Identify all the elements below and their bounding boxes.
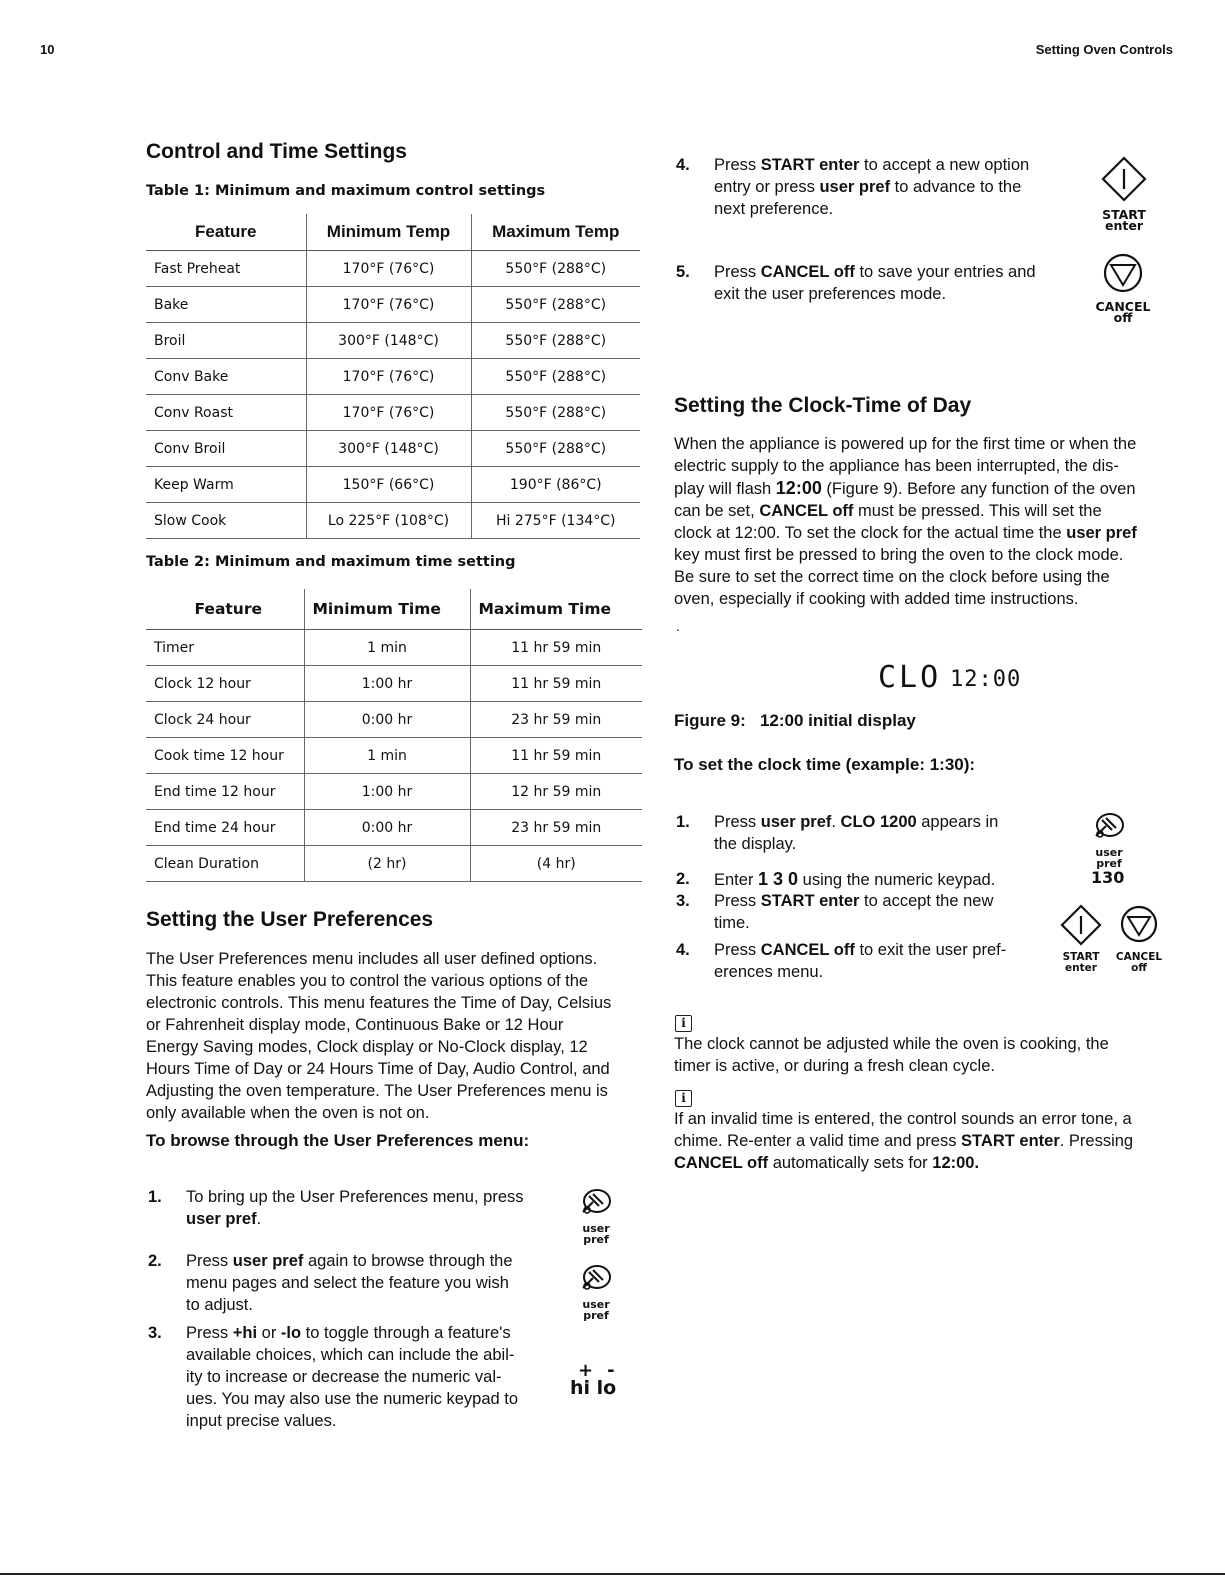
hi-lo-keys-icon	[570, 1360, 629, 1399]
cancel-off-key-icon	[1091, 252, 1155, 323]
table-cell: Keep Warm	[146, 467, 306, 503]
minus-icon: -	[607, 1360, 629, 1381]
heading-control-time-settings: Control and Time Settings	[146, 140, 407, 163]
icon-label: START	[1062, 951, 1100, 963]
start-enter-key-icon	[1055, 903, 1107, 974]
table-cell: Clock 12 hour	[146, 666, 304, 702]
step-text: to advance to the	[890, 178, 1022, 196]
table-cell: (4 hr)	[470, 846, 642, 882]
section-title: Setting Oven Controls	[1035, 42, 1173, 57]
clock-step-4	[676, 939, 1056, 985]
clock-step-3	[676, 890, 1056, 936]
step-number: 1.	[148, 1188, 162, 1206]
bottom-rule	[0, 1573, 1225, 1575]
table-cell: 300°F (148°C)	[306, 431, 471, 467]
clock-step-2	[676, 868, 1056, 890]
table-cell: Cook time 12 hour	[146, 738, 304, 774]
note-line: automatically sets for	[768, 1154, 933, 1172]
table-cell: Slow Cook	[146, 503, 306, 539]
step-text: Enter	[714, 871, 759, 889]
table-cell: 550°F (288°C)	[471, 395, 640, 431]
table-row	[146, 630, 642, 666]
paragraph-line: only available when the oven is not on.	[146, 1104, 430, 1122]
icon-label: pref	[583, 1309, 609, 1322]
info-icon: i	[675, 1090, 692, 1107]
table-cell: Conv Roast	[146, 395, 306, 431]
step-text: Press	[186, 1252, 233, 1270]
table-cell: 1:00 hr	[304, 774, 470, 810]
paragraph-line: clock at 12:00. To set the clock for the actual time the	[674, 524, 1067, 542]
table-cell: 550°F (288°C)	[471, 251, 640, 287]
start-enter-key-icon	[1097, 154, 1151, 231]
paragraph-line: (Figure 9). Before any function of the oven	[821, 480, 1136, 498]
paragraph-line: Be sure to set the correct time on the clock before using the	[674, 568, 1110, 586]
table-cell: 1:00 hr	[304, 666, 470, 702]
step-text: to save your entries and	[854, 263, 1036, 281]
table-cell: 300°F (148°C)	[306, 323, 471, 359]
display-time: 12:00	[950, 667, 1022, 692]
paragraph-line: Energy Saving modes, Clock display or No-Clock display, 12	[146, 1038, 588, 1056]
step-text: erences menu.	[714, 963, 824, 981]
table-cell: 1 min	[304, 630, 470, 666]
table-cell: Hi 275°F (134°C)	[471, 503, 640, 539]
page-number: 10	[40, 42, 55, 57]
paragraph-line: key must first be pressed to bring the oven to the clock mode.	[674, 546, 1124, 564]
oven-display	[862, 660, 1022, 700]
icon-label: START	[1102, 207, 1146, 222]
table-cell: 170°F (76°C)	[306, 395, 471, 431]
step-text: menu pages and select the feature you wish	[186, 1274, 509, 1292]
key-name: CANCEL off	[760, 263, 855, 281]
table-cell: 12 hr 59 min	[470, 774, 642, 810]
note-line: chime. Re-enter a valid time and press	[674, 1132, 962, 1150]
step-text: the display.	[714, 835, 797, 853]
time-settings-table	[146, 589, 642, 882]
icon-label: user	[582, 1222, 610, 1235]
table-row	[146, 251, 640, 287]
key-name: CANCEL off	[760, 941, 855, 959]
step-number: 5.	[676, 263, 690, 281]
bold-text: 12:00	[775, 478, 822, 498]
table-cell: 190°F (86°C)	[471, 467, 640, 503]
table-cell: End time 12 hour	[146, 774, 304, 810]
table-row	[146, 395, 640, 431]
paragraph-line: oven, especially if cooking with added time instructions.	[674, 590, 1079, 608]
wrench-icon	[575, 1186, 617, 1218]
table-row	[146, 503, 640, 539]
table-row	[146, 846, 642, 882]
table-row	[146, 323, 640, 359]
step-text: entry or press	[714, 178, 820, 196]
info-icon: i	[675, 1015, 692, 1032]
table-row	[146, 810, 642, 846]
heading-user-preferences: Setting the User Preferences	[146, 908, 434, 931]
table1-header-feature: Feature	[146, 214, 306, 251]
cancel-circle-icon	[1091, 252, 1155, 296]
start-diamond-icon	[1055, 903, 1107, 947]
pref-step-3	[148, 1322, 568, 1437]
table-cell: Clock 24 hour	[146, 702, 304, 738]
table-cell: 0:00 hr	[304, 810, 470, 846]
step-number: 4.	[676, 941, 690, 959]
table-cell: 150°F (66°C)	[306, 467, 471, 503]
table-cell: Timer	[146, 630, 304, 666]
table-cell: 11 hr 59 min	[470, 630, 642, 666]
key-name: CANCEL off	[674, 1154, 769, 1172]
icon-label: enter	[1105, 218, 1143, 233]
icon-label: user	[1095, 846, 1123, 859]
start-diamond-icon	[1097, 154, 1151, 204]
step-number: 3.	[148, 1324, 162, 1342]
step-text: To bring up the User Preferences menu, press	[186, 1188, 524, 1206]
table-cell: Lo 225°F (108°C)	[306, 503, 471, 539]
step-text: to exit the user pref-	[854, 941, 1007, 959]
step-text: to toggle through a feature's	[301, 1324, 511, 1342]
table-row	[146, 774, 642, 810]
paragraph-line: play will flash	[674, 480, 776, 498]
note-line: timer is active, or during a fresh clean cycle.	[674, 1057, 995, 1075]
step-number: 2.	[148, 1252, 162, 1270]
pref-step-1	[148, 1186, 568, 1236]
note-line: If an invalid time is entered, the control sounds an error tone, a	[674, 1110, 1132, 1128]
paragraph-line: Hours Time of Day or 24 Hours Time of Day, Audio Control, and	[146, 1060, 610, 1078]
pref-step-5	[676, 261, 1076, 311]
key-name: START enter	[961, 1132, 1060, 1150]
table-cell: Broil	[146, 323, 306, 359]
paragraph-line: electric supply to the appliance has been interrupted, the dis-	[674, 457, 1119, 475]
table2-header-feature: Feature	[146, 589, 304, 630]
step-text: Press	[714, 941, 761, 959]
note-clock-adjust	[674, 1033, 1184, 1077]
table-row	[146, 738, 642, 774]
table-row	[146, 431, 640, 467]
cancel-off-key-icon	[1111, 903, 1167, 974]
browse-title: To browse through the User Preferences menu:	[146, 1131, 530, 1150]
table-row	[146, 666, 642, 702]
note-invalid-time	[674, 1108, 1189, 1174]
step-text: available choices, which can include the abil-	[186, 1346, 515, 1364]
paragraph-line: electronic controls. This menu features the Time of Day, Celsius	[146, 994, 612, 1012]
table-cell: Fast Preheat	[146, 251, 306, 287]
icon-label: pref	[1096, 857, 1122, 870]
step-number: 3.	[676, 892, 690, 910]
wrench-icon	[1088, 810, 1130, 842]
step-text: Press	[186, 1324, 233, 1342]
heading-clock-time: Setting the Clock-Time of Day	[674, 394, 972, 417]
icon-label: user	[582, 1298, 610, 1311]
table-cell: Conv Broil	[146, 431, 306, 467]
step-text: again to browse through the	[303, 1252, 513, 1270]
clock-paragraph	[674, 433, 1184, 610]
table-cell: 11 hr 59 min	[470, 666, 642, 702]
icon-label: pref	[583, 1233, 609, 1246]
icon-label: CANCEL	[1095, 299, 1151, 314]
table-cell: 0:00 hr	[304, 702, 470, 738]
table1-caption: Table 1: Minimum and maximum control settings	[146, 183, 546, 199]
step-text: time.	[714, 914, 750, 932]
control-settings-table	[146, 214, 640, 539]
table1-header-min: Minimum Temp	[306, 214, 471, 251]
key-name: +hi	[232, 1324, 258, 1342]
step-text: using the numeric keypad.	[798, 871, 996, 889]
step-text: input precise values.	[186, 1412, 337, 1430]
table-row	[146, 359, 640, 395]
table-cell: (2 hr)	[304, 846, 470, 882]
table-cell: 1 min	[304, 738, 470, 774]
table2-caption: Table 2: Minimum and maximum time setting	[146, 554, 516, 570]
plus-icon: +	[578, 1360, 608, 1381]
key-name: user pref	[819, 178, 891, 196]
note-line: . Pressing	[1059, 1132, 1134, 1150]
table2-header-min: Minimum Time	[304, 589, 470, 630]
bold-text: CANCEL off	[759, 502, 854, 520]
user-pref-key-icon	[575, 1186, 617, 1245]
table-cell: 550°F (288°C)	[471, 359, 640, 395]
table-cell: 23 hr 59 min	[470, 810, 642, 846]
paragraph-line: can be set,	[674, 502, 760, 520]
user-pref-key-icon	[575, 1262, 617, 1321]
lo-label: lo	[596, 1377, 617, 1399]
table2-header-max: Maximum Time	[470, 589, 642, 630]
step-number: 1.	[676, 813, 690, 831]
key-name: START enter	[760, 156, 860, 174]
step-text: to adjust.	[186, 1296, 253, 1314]
cancel-circle-icon	[1111, 903, 1167, 947]
paragraph-line: When the appliance is powered up for the first time or when the	[674, 435, 1137, 453]
icon-label: off	[1113, 310, 1133, 325]
step-text: to accept the new	[859, 892, 994, 910]
keypad-value: 130	[1091, 868, 1125, 887]
paragraph-line: This feature enables you to control the various options of the	[146, 972, 589, 990]
step-text: exit the user preferences mode.	[714, 285, 947, 303]
pref-step-2	[148, 1250, 568, 1320]
step-text: ues. You may also use the numeric keypad to	[186, 1390, 519, 1408]
key-name: START enter	[760, 892, 860, 910]
key-name: user pref	[186, 1210, 257, 1228]
wrench-icon	[575, 1262, 617, 1294]
bold-text: 1 3 0	[758, 869, 799, 889]
step-number: 4.	[676, 156, 690, 174]
table-cell: 170°F (76°C)	[306, 287, 471, 323]
key-name: user pref	[232, 1252, 304, 1270]
table-row	[146, 467, 640, 503]
pref-step-4	[676, 154, 1076, 224]
step-text: Press	[714, 263, 761, 281]
paragraph-line: or Fahrenheit display mode, Continuous Bake or 12 Hour	[146, 1016, 564, 1034]
clock-step-1	[676, 811, 1056, 857]
note-line: .	[974, 1154, 980, 1172]
user-pref-key-icon	[1088, 810, 1130, 869]
table-cell: Bake	[146, 287, 306, 323]
table-cell: 550°F (288°C)	[471, 323, 640, 359]
figure-caption: Figure 9: 12:00 initial display	[674, 711, 916, 730]
icon-label: CANCEL	[1115, 951, 1163, 963]
bold-text: user pref	[1066, 524, 1137, 542]
bold-text: CLO 1200	[840, 813, 917, 831]
step-text: or	[257, 1324, 281, 1342]
hi-label: hi	[570, 1377, 591, 1399]
note-line: The clock cannot be adjusted while the oven is cooking, the	[674, 1035, 1109, 1053]
table-row	[146, 702, 642, 738]
step-text: appears in	[916, 813, 999, 831]
table-cell: 550°F (288°C)	[471, 287, 640, 323]
bold-text: 12:00	[932, 1154, 975, 1172]
table-cell: 170°F (76°C)	[306, 359, 471, 395]
step-text: .	[256, 1210, 262, 1228]
icon-label: enter	[1065, 962, 1097, 974]
user-preferences-paragraph	[146, 948, 646, 1124]
display-word: CLO	[878, 660, 942, 695]
step-text: next preference.	[714, 200, 834, 218]
step-text: ity to increase or decrease the numeric val-	[186, 1368, 502, 1386]
step-number: 2.	[676, 870, 690, 888]
table-cell: Conv Bake	[146, 359, 306, 395]
table-cell: Clean Duration	[146, 846, 304, 882]
key-name: user pref	[760, 813, 832, 831]
table-cell: End time 24 hour	[146, 810, 304, 846]
step-text: to accept a new option	[859, 156, 1030, 174]
table-cell: 550°F (288°C)	[471, 431, 640, 467]
table1-header-max: Maximum Temp	[471, 214, 640, 251]
table-row	[146, 287, 640, 323]
table-cell: 23 hr 59 min	[470, 702, 642, 738]
paragraph-line: Adjusting the oven temperature. The User Preferences menu is	[146, 1082, 608, 1100]
step-text: Press	[714, 156, 761, 174]
table-cell: 11 hr 59 min	[470, 738, 642, 774]
stray-dot: .	[676, 618, 680, 634]
clock-subheading: To set the clock time (example: 1:30):	[674, 755, 976, 774]
paragraph-line: must be pressed. This will set the	[853, 502, 1102, 520]
step-text: Press	[714, 813, 761, 831]
step-text: Press	[714, 892, 761, 910]
step-text: .	[831, 813, 841, 831]
key-name: -lo	[280, 1324, 302, 1342]
paragraph-line: The User Preferences menu includes all user defined options.	[146, 950, 598, 968]
icon-label: off	[1131, 962, 1147, 974]
table-cell: 170°F (76°C)	[306, 251, 471, 287]
